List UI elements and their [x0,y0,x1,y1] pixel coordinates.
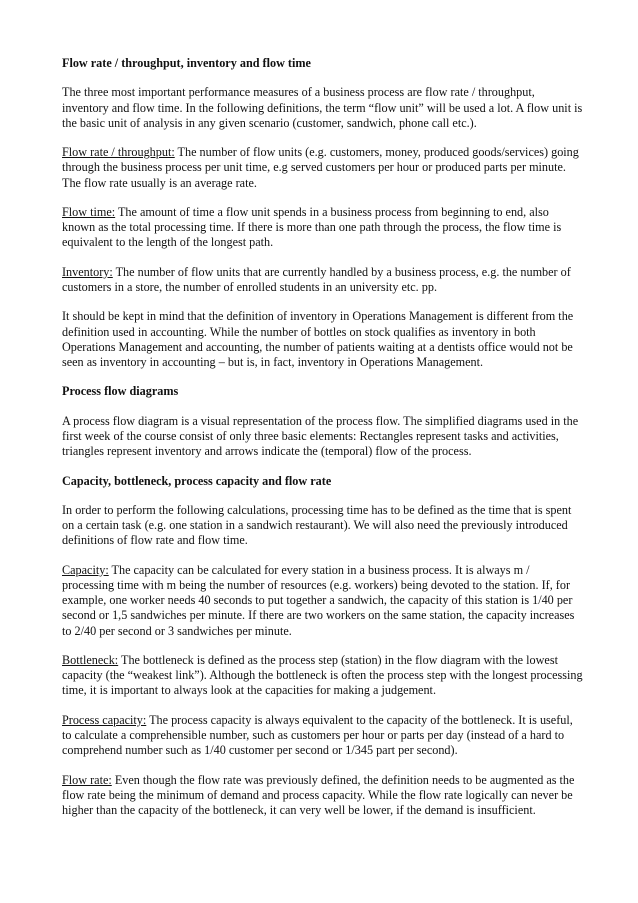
definition-capacity [62,563,584,639]
definition-text: The process capacity is always equivalent to the capacity of the bottleneck. It is useful, to calculate a comprehensible number, such as customers per hour or parts per day (instead of a hard to comprehend number such as 1/40 customer per second or 1/345 part per second). [62,712,573,758]
section-heading-flow-rate: Flow rate / throughput, inventory and flow time [62,56,311,70]
definition-text: The number of flow units (e.g. customers, money, produced goods/services) going through the business process per unit time, e.g served customers per hour or produced parts per minute. The flow rate usually is an average rate. [62,145,579,190]
term-flow-rate-augmented: Flow rate: [62,772,112,787]
definition-flow-time [62,205,584,251]
definition-bottleneck [62,653,584,699]
definition-flow-rate [62,145,584,191]
definition-text: The bottleneck is defined as the process step (station) in the flow diagram with the lowest capacity (the “weakest link”). Although the bottleneck is often the process step with the longest processing time, it is important to always look at the capacities for making a judgement. [62,652,583,698]
intro-paragraph: The three most important performance measures of a business process are flow rate / throughput, inventory and flow time. In the following definitions, the term “flow unit” will be used a lot. A flow unit is the basic unit of analysis in any given scenario (customer, sandwich, phone call etc.). [62,85,583,130]
definition-flow-rate-augmented [62,773,584,819]
term-bottleneck: Bottleneck: [62,652,119,667]
term-inventory: Inventory: [62,264,113,279]
definition-process-capacity [62,713,584,759]
term-capacity: Capacity: [62,562,109,577]
section-heading-process-flow-diagrams: Process flow diagrams [62,384,179,399]
process-flow-paragraph: A process flow diagram is a visual representation of the process flow. The simplified diagrams used in the first week of the course consist of only three basic elements: Rectangles represent tasks and activities, triangles represent inventory and arrows indicate the (temporal) flow of the process. [62,413,579,459]
inventory-note-paragraph: It should be kept in mind that the definition of inventory in Operations Management is different from the definition used in accounting. While the number of bottles on stock qualifies as inventory in both Operations Management and accounting, the number of patients waiting at a dentists office would not be seen as inventory in accounting – but is, in fact, inventory in Operations Management. [62,309,574,369]
definition-inventory [62,265,584,295]
document-page [62,56,584,832]
definition-text: The amount of time a flow unit spends in a business process from beginning to end, also known as the total processing time. If there is more than one path through the process, the flow time is equivalent to the length of the longest path. [62,204,562,250]
capacity-intro-paragraph: In order to perform the following calculations, processing time has to be defined as the time that is spent on a certain task (e.g. one station in a sandwich restaurant). We will also need the previously introduced definitions of flow rate and flow time. [62,502,572,548]
term-flow-time: Flow time: [62,204,116,219]
section-heading-capacity: Capacity, bottleneck, process capacity and flow rate [62,473,332,488]
definition-text: The number of flow units that are currently handled by a business process, e.g. the number of customers in a store, the number of enrolled students in an university etc. pp. [62,264,571,294]
definition-text: Even though the flow rate was previously defined, the definition needs to be augmented as the flow rate being the minimum of demand and process capacity. While the flow rate logically can never be higher than the capacity of the bottleneck, it can very well be lower, if the demand is insufficient. [62,772,575,817]
term-flow-rate: Flow rate / throughput: [62,145,175,160]
term-process-capacity: Process capacity: [62,712,147,727]
definition-text: The capacity can be calculated for every station in a business process. It is always m / processing time with m being the number of resources (e.g. workers) being devoted to the station. If, for example, one worker needs 40 seconds to put together a sandwich, the capacity of this station is 1/40 per second or 1,5 sandwiches per minute. If there are two workers on the same station, the capacity increases to 2/40 per second or 3 sandwiches per minute. [62,562,575,638]
